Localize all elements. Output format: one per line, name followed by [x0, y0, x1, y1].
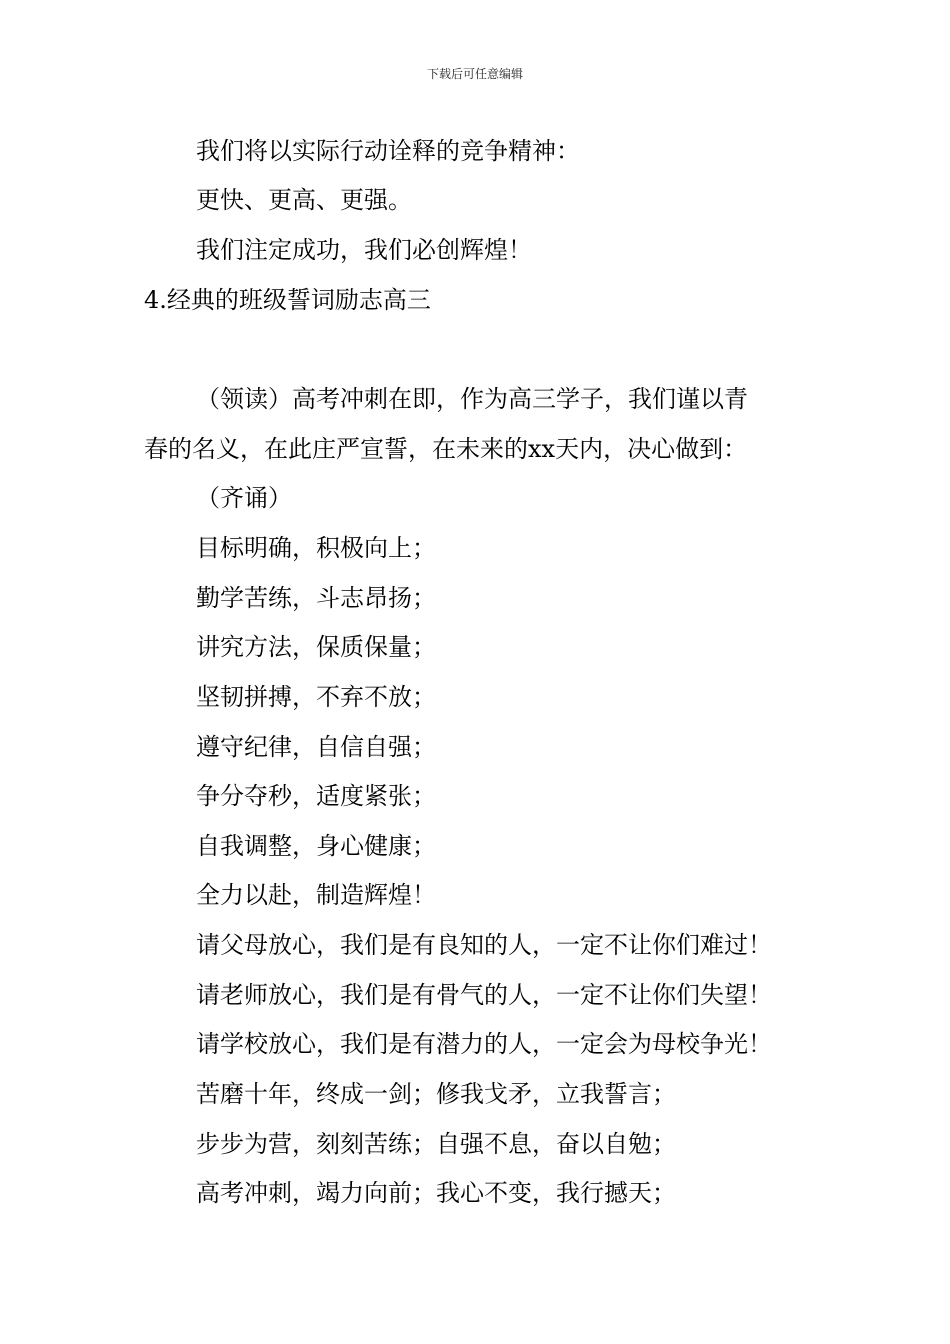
text-line: 请老师放心，我们是有骨气的人，一定不让你们失望！ — [196, 981, 772, 1009]
text-line: 遵守纪律，自信自强； — [196, 733, 436, 761]
text-line: 讲究方法，保质保量； — [196, 633, 436, 661]
text-line: 春的名义，在此庄严宣誓，在未来的xx天内，决心做到： — [144, 435, 748, 463]
text-line: 自我调整，身心健康； — [196, 832, 436, 860]
section-heading: 4.经典的班级誓词励志高三 — [144, 286, 431, 314]
text-line: 勤学苦练，斗志昂扬； — [196, 584, 436, 612]
text-line: 请学校放心，我们是有潜力的人，一定会为母校争光！ — [196, 1030, 772, 1058]
text-line: （领读）高考冲刺在即，作为高三学子，我们谨以青 — [196, 385, 748, 413]
page-header: 下载后可任意编辑 — [426, 67, 523, 81]
text-line: 步步为营，刻刻苦练；自强不息，奋以自勉； — [196, 1130, 676, 1158]
text-line: 更快、更高、更强。 — [196, 186, 412, 214]
text-line: 坚韧拼搏，不弃不放； — [196, 683, 436, 711]
text-line: 我们注定成功，我们必创辉煌！ — [196, 236, 532, 264]
text-line: 我们将以实际行动诠释的竞争精神： — [196, 137, 580, 165]
text-line: 目标明确，积极向上； — [196, 534, 436, 562]
text-line: 苦磨十年，终成一剑；修我戈矛，立我誓言； — [196, 1080, 676, 1108]
text-line: 请父母放心，我们是有良知的人，一定不让你们难过！ — [196, 931, 772, 959]
text-line: 高考冲刺，竭力向前；我心不变，我行撼天； — [196, 1179, 676, 1207]
text-line: 全力以赴，制造辉煌！ — [196, 881, 436, 909]
text-line: （齐诵） — [196, 484, 292, 512]
text-line: 争分夺秒，适度紧张； — [196, 782, 436, 810]
